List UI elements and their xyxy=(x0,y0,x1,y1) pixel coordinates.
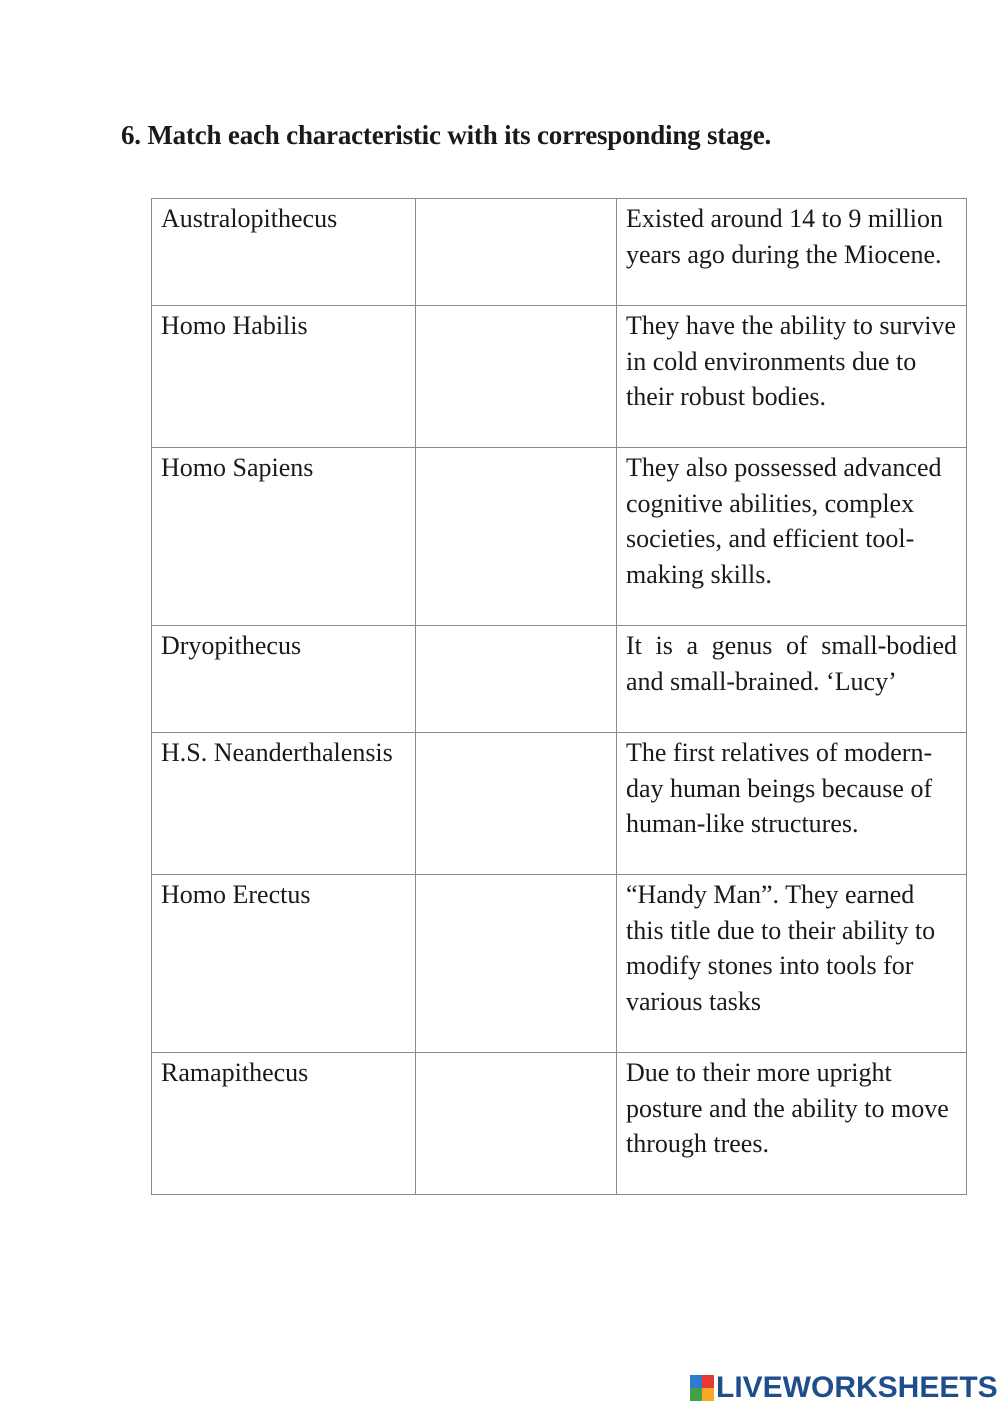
matching-table xyxy=(151,198,967,1195)
logo-square-icon xyxy=(702,1388,714,1401)
answer-blank-cell[interactable] xyxy=(416,626,617,733)
stage-cell: Ramapithecus xyxy=(152,1053,416,1195)
stage-cell: Australopithecus xyxy=(152,199,416,306)
brand-name: LIVEWORKSHEETS xyxy=(716,1371,998,1404)
table-row xyxy=(152,733,967,875)
logo-square-icon xyxy=(702,1375,714,1388)
logo-square-icon xyxy=(690,1388,702,1401)
characteristic-cell: The first relatives of modern-day human beings because of human-like structures. xyxy=(617,733,967,875)
stage-cell: Dryopithecus xyxy=(152,626,416,733)
stage-cell: Homo Habilis xyxy=(152,306,416,448)
stage-cell: H.S. Neanderthalensis xyxy=(152,733,416,875)
characteristic-cell: Existed around 14 to 9 million years ago during the Miocene. xyxy=(617,199,967,306)
table-row xyxy=(152,875,967,1053)
liveworksheets-brand xyxy=(690,1372,998,1404)
table-row xyxy=(152,306,967,448)
characteristic-cell: They also possessed advanced cognitive abilities, complex societies, and efficient tool-making skills. xyxy=(617,448,967,626)
answer-blank-cell[interactable] xyxy=(416,199,617,306)
table-row xyxy=(152,199,967,306)
stage-cell: Homo Erectus xyxy=(152,875,416,1053)
characteristic-cell: Due to their more upright posture and the ability to move through trees. xyxy=(617,1053,967,1195)
answer-blank-cell[interactable] xyxy=(416,306,617,448)
logo-square-icon xyxy=(690,1375,702,1388)
table-row xyxy=(152,1053,967,1195)
table-row xyxy=(152,626,967,733)
characteristic-cell: They have the ability to survive in cold environments due to their robust bodies. xyxy=(617,306,967,448)
answer-blank-cell[interactable] xyxy=(416,733,617,875)
answer-blank-cell[interactable] xyxy=(416,1053,617,1195)
characteristic-cell: “Handy Man”. They earned this title due to their ability to modify stones into tools for various tasks xyxy=(617,875,967,1053)
answer-blank-cell[interactable] xyxy=(416,875,617,1053)
table-row xyxy=(152,448,967,626)
stage-cell: Homo Sapiens xyxy=(152,448,416,626)
answer-blank-cell[interactable] xyxy=(416,448,617,626)
question-title: 6. Match each characteristic with its corresponding stage. xyxy=(121,120,772,150)
liveworksheets-logo-icon xyxy=(690,1375,714,1401)
characteristic-cell: It is a genus of small-bodied and small-brained. ‘Lucy’ xyxy=(617,626,967,733)
